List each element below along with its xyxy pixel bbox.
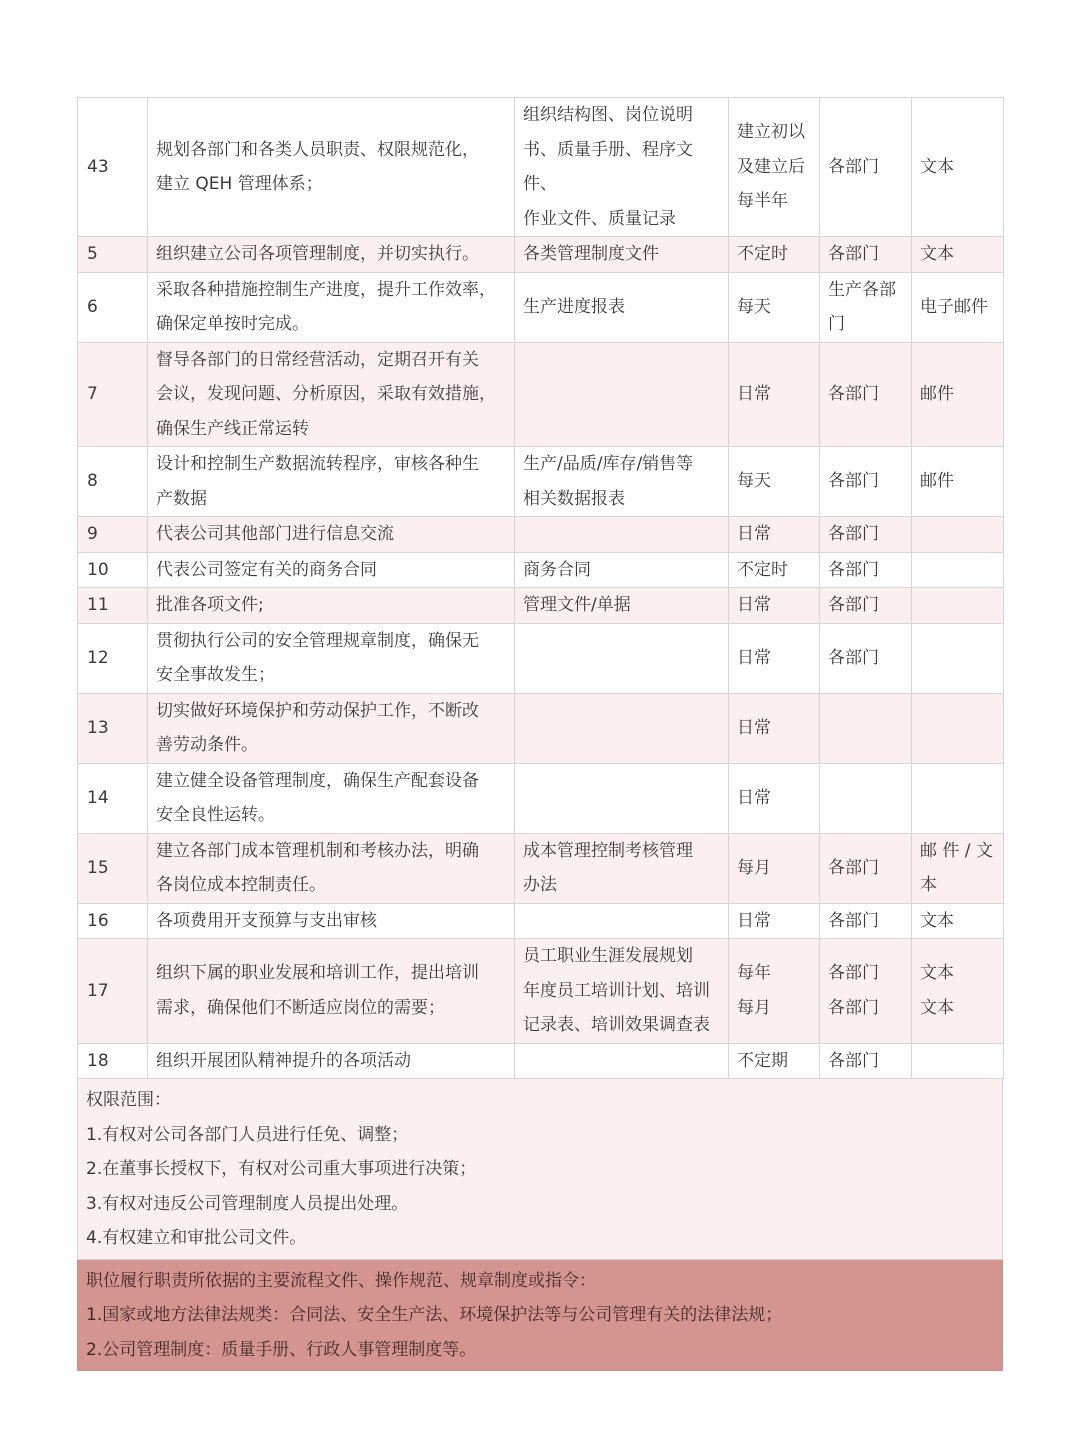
row-number-cell <box>78 552 148 588</box>
frequency-line: 日常 <box>737 595 771 615</box>
output-document-line: 生产进度报表 <box>523 296 625 317</box>
authority-item: 2.在董事长授权下，有权对公司重大事项进行决策； <box>86 1159 477 1179</box>
frequency-line: 不定期 <box>737 1050 788 1071</box>
recipient-department-line: 各部门 <box>828 910 879 931</box>
duty-description-cell <box>148 763 515 833</box>
duty-description-line: 确保定单按时完成。 <box>156 314 309 334</box>
table-row <box>78 447 1004 517</box>
output-document-line: 年度员工培训计划、培训 <box>523 980 710 1001</box>
table-row <box>78 833 1004 903</box>
delivery-form-cell <box>912 623 1004 693</box>
frequency-line: 不定时 <box>737 559 788 580</box>
output-document-line: 成本管理控制考核管理 <box>523 840 693 861</box>
delivery-form-cell <box>912 237 1004 273</box>
duty-description-line: 代表公司其他部门进行信息交流 <box>156 524 394 544</box>
row-number-cell <box>78 763 148 833</box>
duty-description-line: 采取各种措施控制生产进度，提升工作效率， <box>156 279 496 300</box>
table-row <box>78 517 1004 553</box>
table-row <box>78 342 1004 447</box>
table-row <box>78 272 1004 342</box>
row-number-cell <box>78 342 148 447</box>
row-number: 43 <box>87 156 109 177</box>
duty-description-line: 督导各部门的日常经营活动，定期召开有关 <box>156 349 479 370</box>
frequency-line: 及建立后 <box>737 156 805 177</box>
frequency-line: 日常 <box>737 910 771 931</box>
duty-description-line: 会议，发现问题、分析原因，采取有效措施， <box>156 384 496 404</box>
table-row <box>78 623 1004 693</box>
table-row <box>78 552 1004 588</box>
recipient-department-cell <box>820 623 912 693</box>
row-number: 10 <box>87 559 109 580</box>
basis-item: 2.公司管理制度：质量手册、行政人事管理制度等。 <box>86 1339 477 1360</box>
authority-item: 3.有权对违反公司管理制度人员提出处理。 <box>86 1193 409 1214</box>
recipient-department-line: 各部门 <box>828 595 879 615</box>
delivery-form-line: 文本 <box>920 910 954 931</box>
delivery-form-cell <box>912 903 1004 939</box>
row-number-cell <box>78 588 148 624</box>
frequency-cell <box>729 272 820 342</box>
frequency-line: 日常 <box>737 717 771 738</box>
duty-description-line: 建立 QEH 管理体系； <box>156 174 323 194</box>
frequency-cell <box>729 763 820 833</box>
row-number-cell <box>78 903 148 939</box>
output-document-cell <box>515 517 729 553</box>
row-number-cell <box>78 623 148 693</box>
frequency-cell <box>729 342 820 447</box>
frequency-cell <box>729 98 820 237</box>
output-document-cell <box>515 98 729 237</box>
duty-description-line: 善劳动条件。 <box>156 735 258 755</box>
delivery-form-line: 文本 <box>920 997 954 1018</box>
output-document-cell <box>515 763 729 833</box>
recipient-department-cell <box>820 237 912 273</box>
row-number: 8 <box>87 471 98 492</box>
frequency-line: 每月 <box>737 997 771 1018</box>
row-number-cell <box>78 833 148 903</box>
row-number: 14 <box>87 787 109 808</box>
duty-table <box>77 97 1004 1079</box>
output-document-line: 员工职业生涯发展规划 <box>523 946 693 966</box>
frequency-cell <box>729 693 820 763</box>
table-row <box>78 98 1004 237</box>
row-number: 12 <box>87 647 109 668</box>
duty-description-cell <box>148 903 515 939</box>
table-row <box>78 939 1004 1044</box>
output-document-cell <box>515 272 729 342</box>
row-number: 11 <box>87 595 109 615</box>
duty-description-cell <box>148 552 515 588</box>
output-document-line: 相关数据报表 <box>523 488 625 509</box>
recipient-department-line: 各部门 <box>828 471 879 492</box>
output-document-cell <box>515 939 729 1044</box>
row-number-cell <box>78 272 148 342</box>
duty-description-cell <box>148 447 515 517</box>
output-document-cell <box>515 903 729 939</box>
frequency-line: 每半年 <box>737 191 788 212</box>
recipient-department-line: 各部门 <box>828 244 879 264</box>
row-number: 7 <box>87 384 98 404</box>
frequency-line: 日常 <box>737 647 771 668</box>
frequency-line: 日常 <box>737 787 771 808</box>
basis-section <box>77 1260 1003 1372</box>
row-number: 18 <box>87 1050 109 1071</box>
delivery-form-cell <box>912 272 1004 342</box>
row-number-cell <box>78 447 148 517</box>
delivery-form-cell <box>912 517 1004 553</box>
table-row <box>78 237 1004 273</box>
row-number: 15 <box>87 857 109 878</box>
recipient-department-cell <box>820 552 912 588</box>
output-document-line: 作业文件、质量记录 <box>523 208 676 229</box>
duty-description-line: 代表公司签定有关的商务合同 <box>156 559 377 580</box>
frequency-cell <box>729 517 820 553</box>
duty-description-line: 各项费用开支预算与支出审核 <box>156 910 377 931</box>
delivery-form-line: 文本 <box>920 156 954 177</box>
row-number: 6 <box>87 296 98 317</box>
delivery-form-cell <box>912 588 1004 624</box>
table-row <box>78 763 1004 833</box>
duty-description-cell <box>148 833 515 903</box>
delivery-form-line: 电子邮件 <box>920 296 988 317</box>
table-row <box>78 903 1004 939</box>
row-number: 17 <box>87 980 109 1001</box>
output-document-line: 组织结构图、岗位说明 <box>523 105 693 125</box>
duty-description-line: 组织开展团队精神提升的各项活动 <box>156 1050 411 1071</box>
delivery-form-line: 邮件 <box>920 384 954 404</box>
recipient-department-cell <box>820 588 912 624</box>
recipient-department-cell <box>820 763 912 833</box>
recipient-department-cell <box>820 939 912 1044</box>
duty-description-line: 贯彻执行公司的安全管理规章制度，确保无 <box>156 630 479 651</box>
basis-item: 1.国家或地方法律法规类：合同法、安全生产法、环境保护法等与公司管理有关的法律法规； <box>86 1305 783 1325</box>
frequency-line: 建立初以 <box>737 122 805 143</box>
duty-description-line: 规划各部门和各类人员职责、权限规范化， <box>156 139 479 160</box>
output-document-line: 生产/品质/库存/销售等 <box>523 454 694 474</box>
frequency-line: 日常 <box>737 384 771 404</box>
duty-description-cell <box>148 623 515 693</box>
delivery-form-cell <box>912 552 1004 588</box>
recipient-department-line: 各部门 <box>828 963 879 984</box>
output-document-line: 各类管理制度文件 <box>523 244 659 264</box>
delivery-form-line: 邮件 <box>920 471 954 492</box>
duty-description-cell <box>148 693 515 763</box>
delivery-form-line: 邮 件 / 文 <box>920 840 993 861</box>
duty-description-cell <box>148 98 515 237</box>
output-document-cell <box>515 342 729 447</box>
recipient-department-line: 各部门 <box>828 384 879 404</box>
delivery-form-cell <box>912 763 1004 833</box>
delivery-form-line: 文本 <box>920 963 954 984</box>
recipient-department-line: 各部门 <box>828 559 879 580</box>
output-document-cell <box>515 693 729 763</box>
table-row <box>78 1043 1004 1079</box>
row-number-cell <box>78 237 148 273</box>
recipient-department-cell <box>820 272 912 342</box>
delivery-form-cell <box>912 833 1004 903</box>
delivery-form-cell <box>912 98 1004 237</box>
basis-title: 职位履行职责所依据的主要流程文件、操作规范、规章制度或指令： <box>86 1270 596 1291</box>
delivery-form-cell <box>912 447 1004 517</box>
duty-description-cell <box>148 1043 515 1079</box>
frequency-cell <box>729 588 820 624</box>
delivery-form-cell <box>912 693 1004 763</box>
recipient-department-cell <box>820 903 912 939</box>
authority-section <box>77 1079 1003 1260</box>
row-number-cell <box>78 98 148 237</box>
delivery-form-cell <box>912 939 1004 1044</box>
frequency-cell <box>729 623 820 693</box>
recipient-department-line: 各部门 <box>828 997 879 1018</box>
frequency-line: 日常 <box>737 524 771 544</box>
duty-description-line: 批准各项文件; <box>156 595 264 615</box>
frequency-cell <box>729 833 820 903</box>
duty-description-cell <box>148 517 515 553</box>
authority-title: 权限范围： <box>86 1090 171 1110</box>
duty-description-line: 建立健全设备管理制度，确保生产配套设备 <box>156 770 479 791</box>
output-document-cell <box>515 237 729 273</box>
row-number-cell <box>78 939 148 1044</box>
authority-item: 4.有权建立和审批公司文件。 <box>86 1228 307 1248</box>
frequency-cell <box>729 1043 820 1079</box>
duty-description-cell <box>148 237 515 273</box>
duty-description-line: 切实做好环境保护和劳动保护工作，不断改 <box>156 700 479 721</box>
recipient-department-line: 各部门 <box>828 156 879 177</box>
duty-description-cell <box>148 588 515 624</box>
table-row <box>78 693 1004 763</box>
recipient-department-line: 各部门 <box>828 857 879 878</box>
recipient-department-line: 各部门 <box>828 1050 879 1071</box>
output-document-line: 商务合同 <box>523 559 591 580</box>
frequency-cell <box>729 447 820 517</box>
output-document-cell <box>515 552 729 588</box>
frequency-line: 不定时 <box>737 244 788 264</box>
document-page <box>77 97 1003 1371</box>
duty-description-line: 安全良性运转。 <box>156 805 275 825</box>
row-number: 16 <box>87 910 109 931</box>
recipient-department-line: 各部门 <box>828 524 879 544</box>
recipient-department-cell <box>820 342 912 447</box>
delivery-form-line: 本 <box>920 875 937 895</box>
frequency-line: 每年 <box>737 963 771 984</box>
duty-description-line: 安全事故发生； <box>156 665 275 685</box>
output-document-cell <box>515 623 729 693</box>
frequency-cell <box>729 939 820 1044</box>
frequency-cell <box>729 552 820 588</box>
duty-description-line: 组织下属的职业发展和培训工作，提出培训 <box>156 963 479 984</box>
frequency-line: 每月 <box>737 857 771 878</box>
row-number: 9 <box>87 524 98 544</box>
duty-description-line: 需求，确保他们不断适应岗位的需要； <box>156 997 445 1018</box>
duty-description-line: 组织建立公司各项管理制度，并切实执行。 <box>156 244 479 264</box>
duty-description-line: 产数据 <box>156 488 207 509</box>
recipient-department-cell <box>820 517 912 553</box>
output-document-cell <box>515 588 729 624</box>
recipient-department-line: 生产各部 <box>828 279 896 300</box>
duty-description-line: 设计和控制生产数据流转程序，审核各种生 <box>156 454 479 474</box>
authority-item: 1.有权对公司各部门人员进行任免、调整； <box>86 1124 409 1145</box>
row-number-cell <box>78 517 148 553</box>
output-document-cell <box>515 1043 729 1079</box>
row-number: 13 <box>87 717 109 738</box>
duty-description-line: 建立各部门成本管理机制和考核办法，明确 <box>156 840 479 861</box>
delivery-form-line: 文本 <box>920 244 954 264</box>
output-document-line: 管理文件/单据 <box>523 595 631 615</box>
row-number: 5 <box>87 244 98 264</box>
recipient-department-cell <box>820 833 912 903</box>
frequency-cell <box>729 237 820 273</box>
recipient-department-cell <box>820 1043 912 1079</box>
duty-table-body <box>78 98 1004 1079</box>
output-document-cell <box>515 447 729 517</box>
delivery-form-cell <box>912 1043 1004 1079</box>
duty-description-line: 确保生产线正常运转 <box>156 418 309 439</box>
row-number-cell <box>78 693 148 763</box>
recipient-department-line: 各部门 <box>828 647 879 668</box>
recipient-department-cell <box>820 693 912 763</box>
duty-description-line: 各岗位成本控制责任。 <box>156 875 326 895</box>
output-document-cell <box>515 833 729 903</box>
recipient-department-cell <box>820 447 912 517</box>
frequency-line: 每天 <box>737 471 771 492</box>
table-row <box>78 588 1004 624</box>
recipient-department-line: 门 <box>828 314 845 334</box>
recipient-department-cell <box>820 98 912 237</box>
duty-description-cell <box>148 342 515 447</box>
delivery-form-cell <box>912 342 1004 447</box>
output-document-line: 书、质量手册、程序文件、 <box>523 139 693 194</box>
duty-description-cell <box>148 272 515 342</box>
frequency-line: 每天 <box>737 296 771 317</box>
row-number-cell <box>78 1043 148 1079</box>
output-document-line: 记录表、培训效果调查表 <box>523 1015 710 1035</box>
duty-description-cell <box>148 939 515 1044</box>
frequency-cell <box>729 903 820 939</box>
output-document-line: 办法 <box>523 875 557 895</box>
